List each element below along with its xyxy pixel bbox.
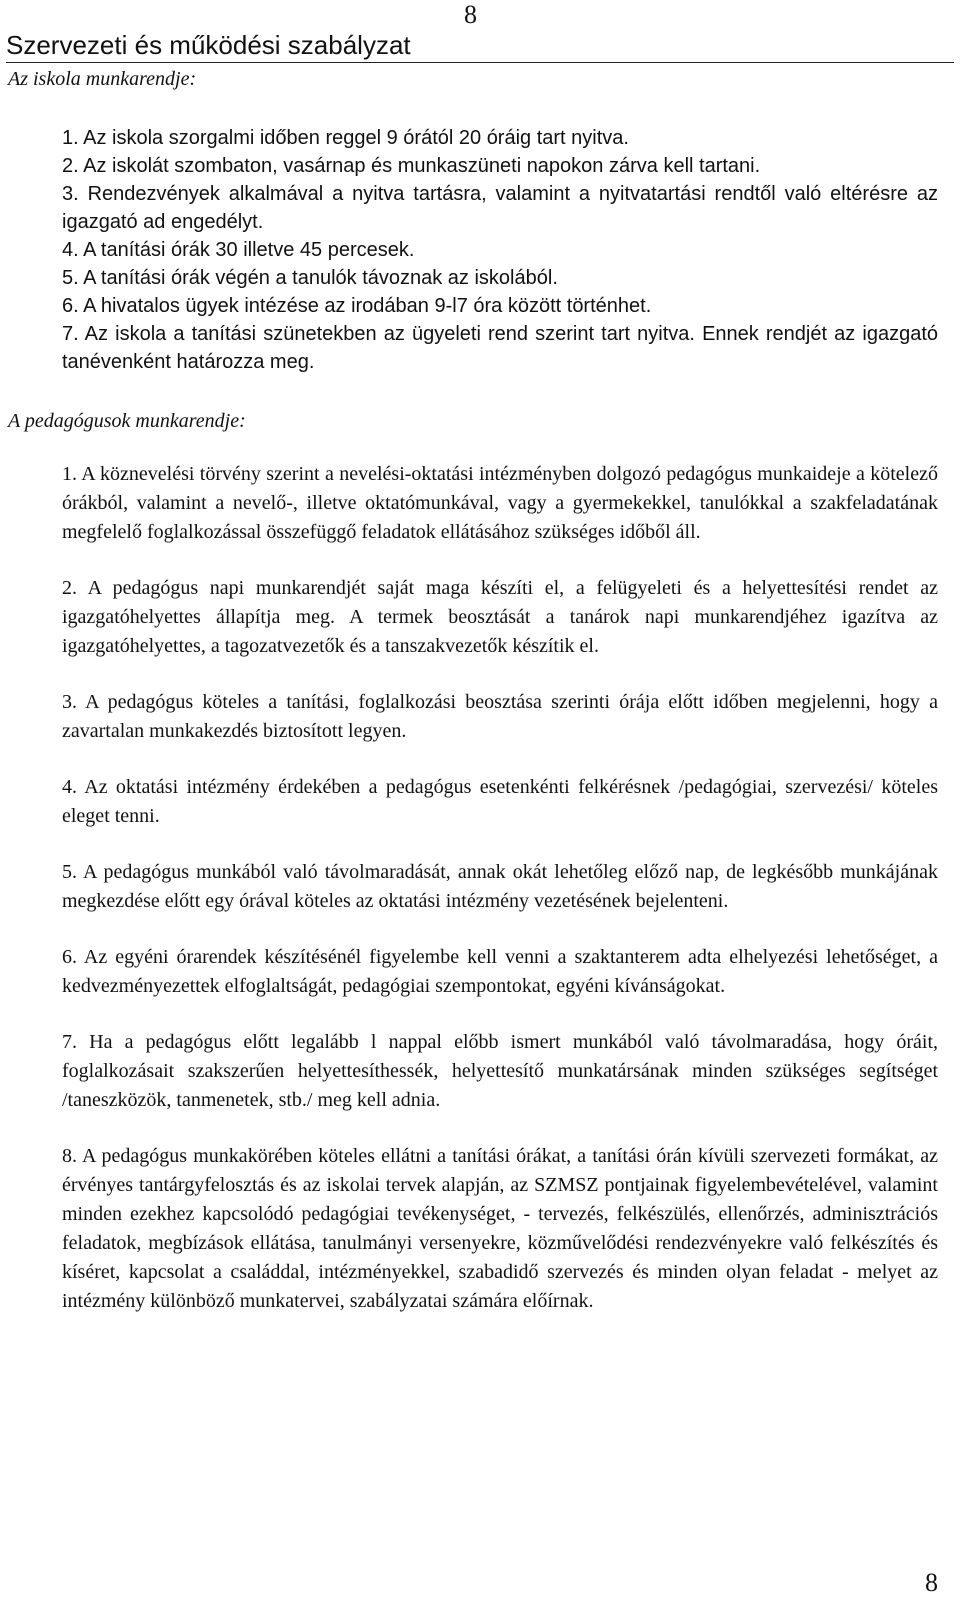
footer-page-number: 8: [925, 1568, 938, 1597]
list-item: 3. Rendezvények alkalmával a nyitva tartásra, valamint a nyitvatartási rendtől való eltérésre az igazgató ad engedélyt.: [62, 183, 938, 233]
paragraph: 8. A pedagógus munkakörében köteles ellátni a tanítási órákat, a tanítási órán kívüli szervezeti formákat, az érvényes tantárgyfelosztás és az iskolai tervek alapján, az SZMSZ pontjainak figyelembevételével, valamint minden ezekhez kapcsolódó pedagógiai tevékenységet, - tervezés, felkészülés, ellenőrzés, adminisztrációs feladatok, megbízások ellátása, tanulmányi versenyekre, közművelődési rendezvényekre való felkészítés és kíséret, kapcsolat a családdal, intézményekkel, szabadidő szervezés és minden olyan feladat - melyet az intézmény különböző munkatervei, szabályzatai számára előírnak.: [62, 1145, 938, 1312]
list-item: 2. Az iskolát szombaton, vasárnap és munkaszüneti napokon zárva kell tartani.: [62, 155, 761, 177]
paragraph: 4. Az oktatási intézmény érdekében a pedagógus esetenkénti felkérésnek /pedagógiai, szervezési/ köteles eleget tenni.: [62, 776, 938, 827]
teacher-schedule-paragraphs: [62, 460, 938, 1343]
section-heading-school-schedule: Az iskola munkarendje:: [8, 68, 197, 90]
document-title: Szervezeti és működési szabályzat: [6, 30, 411, 60]
list-item: 4. A tanítási órák 30 illetve 45 percesek.: [62, 239, 415, 261]
list-item: 6. A hivatalos ügyek intézése az irodában 9-l7 óra között történhet.: [62, 295, 652, 317]
section-heading-teacher-schedule: A pedagógusok munkarendje:: [8, 410, 246, 432]
paragraph: 5. A pedagógus munkából való távolmaradását, annak okát lehetőleg előző nap, de legkésőbb munkájának megkezdése előtt egy órával köteles az oktatási intézmény vezetésének bejelenteni.: [62, 861, 938, 912]
list-item: 1. Az iskola szorgalmi időben reggel 9 órától 20 óráig tart nyitva.: [62, 127, 629, 149]
paragraph: 3. A pedagógus köteles a tanítási, foglalkozási beosztása szerinti órája előtt időben megjelenni, hogy a zavartalan munkakezdés biztosított legyen.: [62, 691, 938, 742]
list-item: 5. A tanítási órák végén a tanulók távoznak az iskolából.: [62, 267, 558, 289]
school-schedule-list: [62, 124, 938, 376]
list-item: 7. Az iskola a tanítási szünetekben az ügyeleti rend szerint tart nyitva. Ennek rendjét az igazgató tanévenként határozza meg.: [62, 323, 938, 373]
paragraph: 2. A pedagógus napi munkarendjét saját maga készíti el, a felügyeleti és a helyettesítési rendet az igazgatóhelyettes állapítja meg. A termek beosztását a tanárok napi munkarendjéhez igazítva az igazgatóhelyettes, a tagozatvezetők és a tanszakvezetők készítik el.: [62, 577, 938, 657]
paragraph: 1. A köznevelési törvény szerint a nevelési-oktatási intézményben dolgozó pedagógus munkaideje a kötelező órákból, valamint a nevelő-, illetve oktatómunkával, vagy a gyermekekkel, tanulókkal a szakfeladatának megfelelő foglalkozással összefüggő feladatok ellátásához szükséges időből áll.: [62, 463, 938, 543]
paragraph: 6. Az egyéni órarendek készítésénél figyelembe kell venni a szaktanterem adta elhelyezési lehetőséget, a kedvezményezettek elfoglaltságát, pedagógiai szempontokat, egyéni kívánságokat.: [62, 946, 938, 997]
page-header: [6, 0, 954, 63]
paragraph: 7. Ha a pedagógus előtt legalább l nappal előbb ismert munkából való távolmaradása, hogy óráit, foglalkozásait szakszerűen helyettesíthessék, helyettesítő munkatársának minden szükséges segítséget /taneszközök, tanmenetek, stb./ meg kell adnia.: [62, 1031, 938, 1111]
header-page-number: 8: [464, 0, 477, 29]
